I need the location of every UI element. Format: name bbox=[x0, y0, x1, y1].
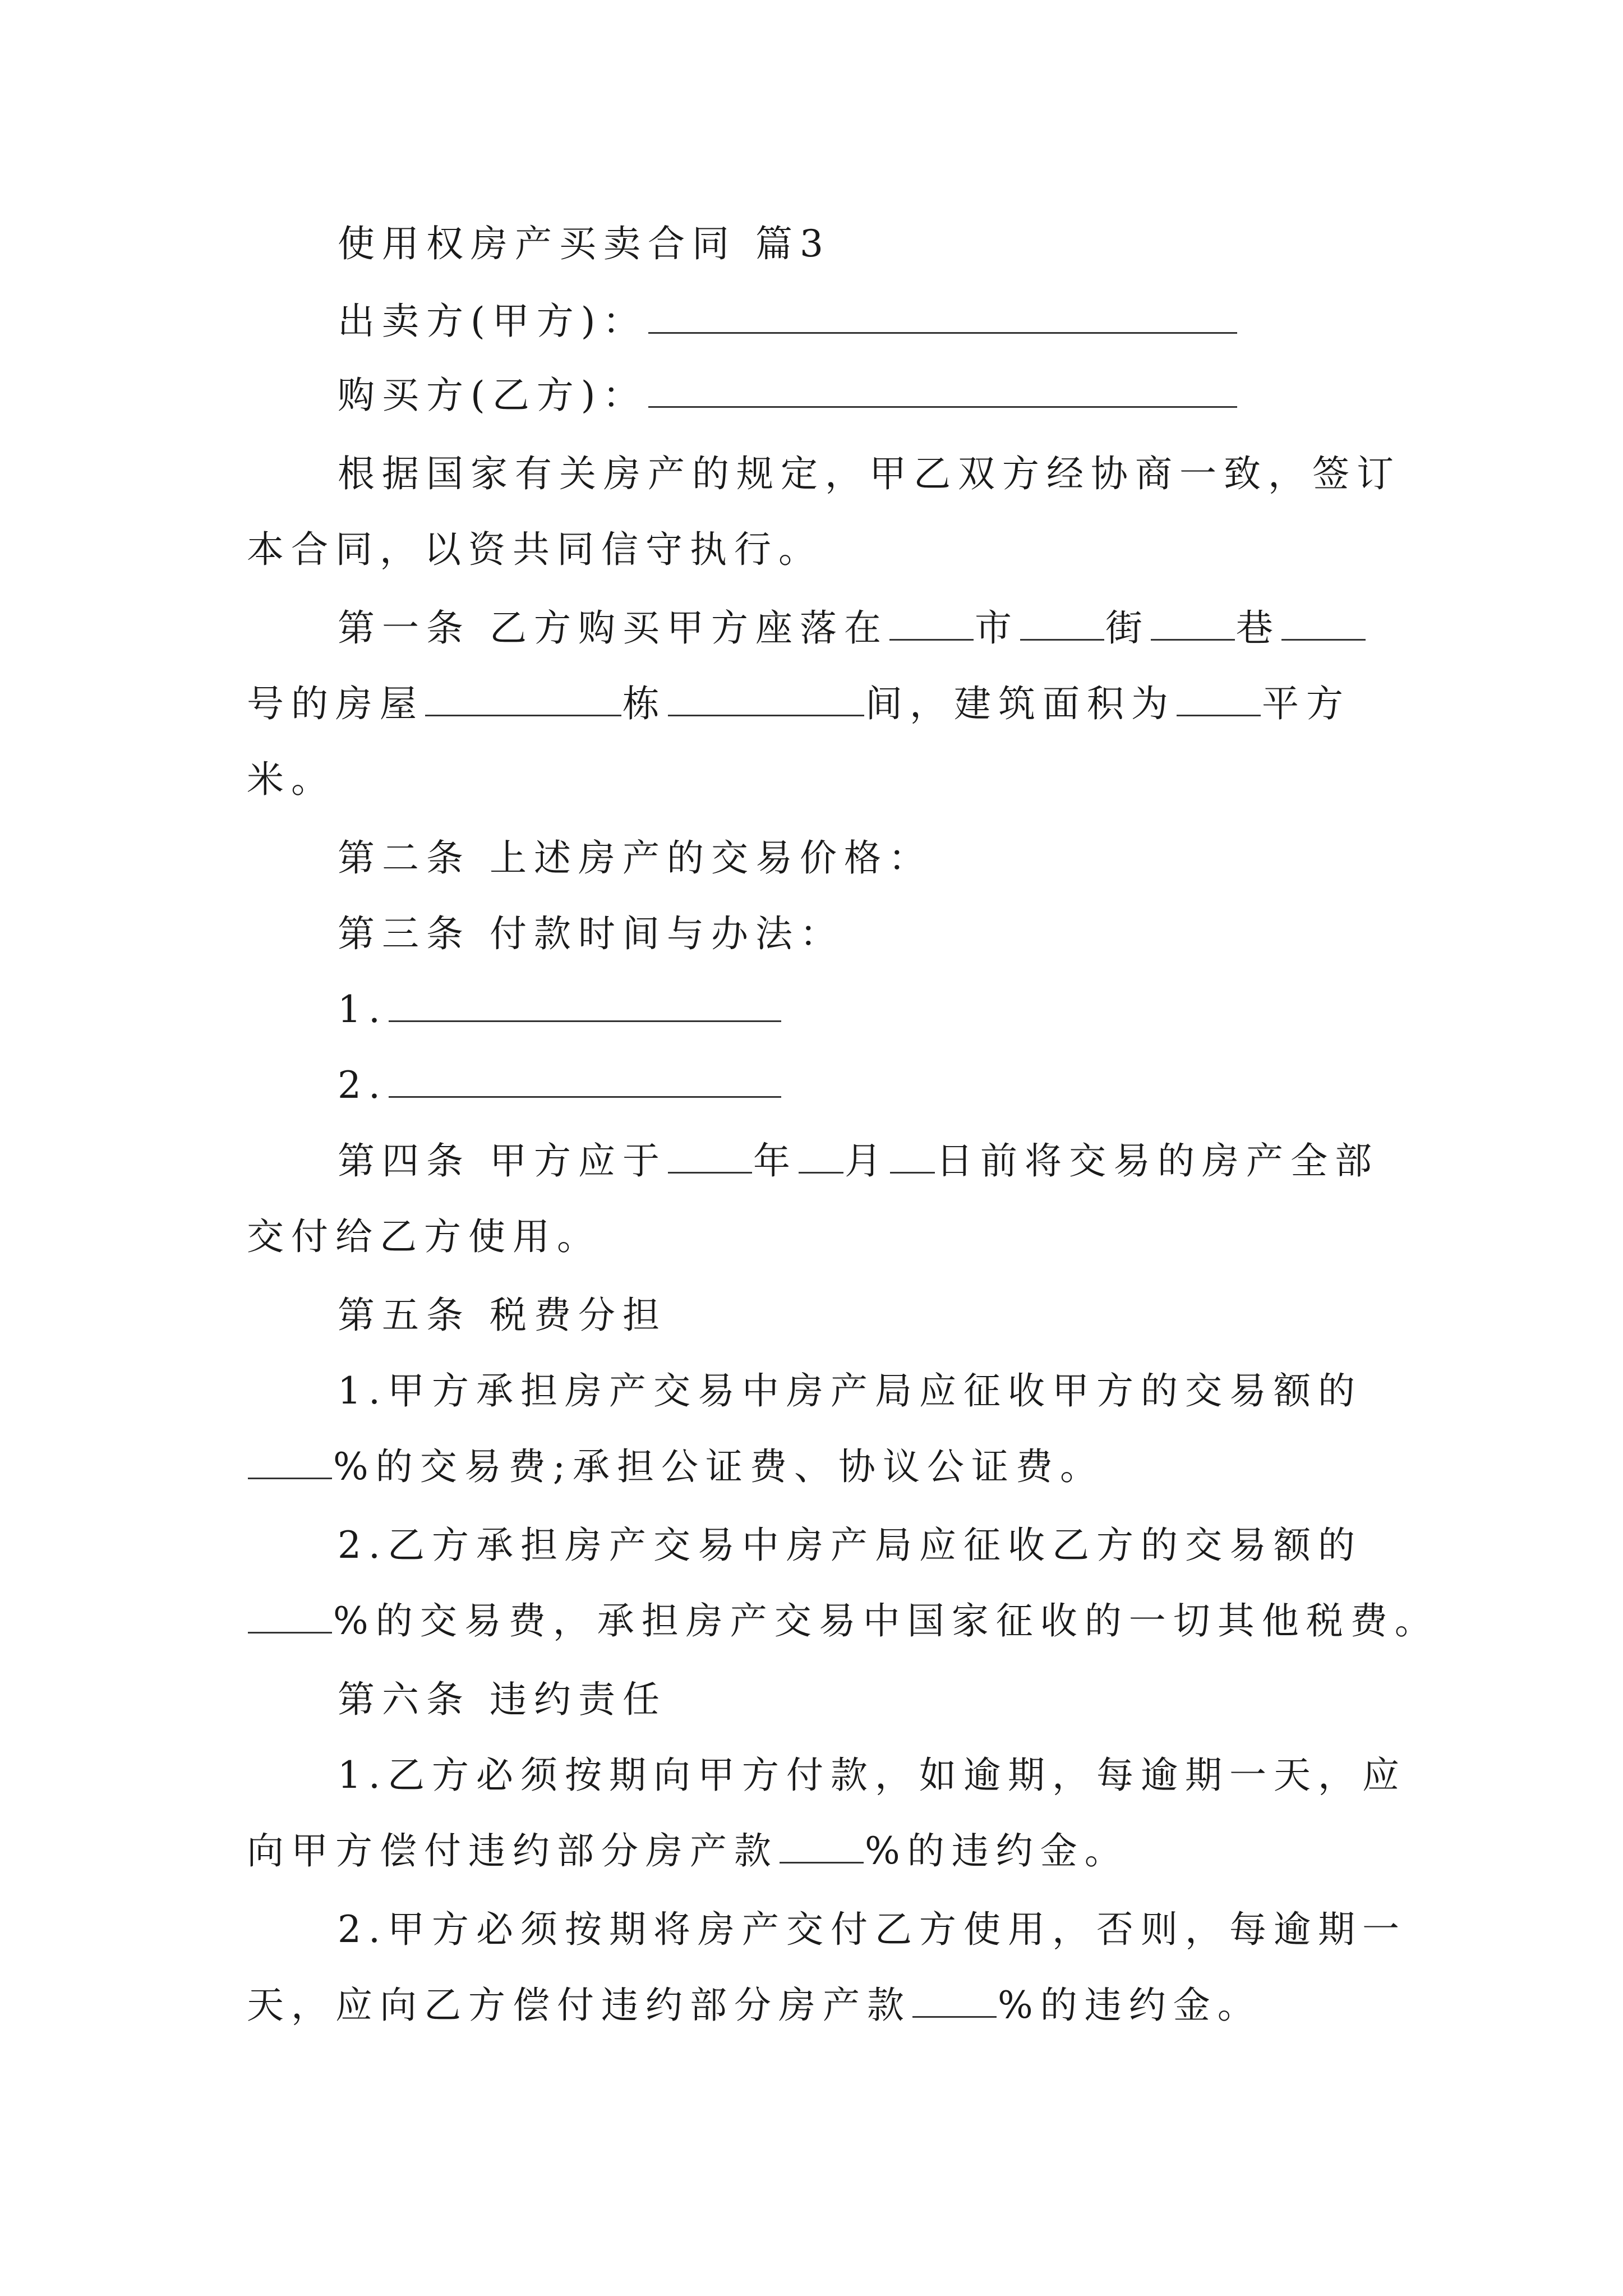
buyer-line bbox=[338, 370, 1238, 421]
payment-item-2-blank[interactable] bbox=[389, 1065, 781, 1098]
article-5-item-2-line-2: %的交易费，承担房产交易中国家征收的一切其他税费。 bbox=[247, 1596, 1439, 1646]
seller-penalty-percent-blank[interactable] bbox=[912, 1985, 997, 2018]
seller-fee-percent-blank[interactable] bbox=[248, 1446, 332, 1479]
article-6-item-1-line-2: 向甲方偿付违约部分房产款 %的违约金。 bbox=[247, 1829, 1129, 1872]
article-1-line-3: 米。 bbox=[247, 758, 335, 801]
seller-blank[interactable] bbox=[648, 301, 1237, 334]
article-6: 第六条 违约责任 bbox=[338, 1678, 667, 1721]
article-6-item-1-line-1: 1.乙方必须按期向甲方付款，如逾期，每逾期一天，应 bbox=[338, 1754, 1407, 1797]
month-blank[interactable] bbox=[799, 1140, 843, 1174]
article-4-line-1: 第四条 甲方应于 年 月 日前将交易的房产全部 bbox=[338, 1139, 1379, 1182]
year-blank[interactable] bbox=[668, 1140, 752, 1174]
number-blank[interactable] bbox=[1281, 608, 1366, 641]
seller-label: 出卖方(甲方)： bbox=[338, 300, 647, 343]
buyer-blank[interactable] bbox=[648, 375, 1237, 408]
article-1-line-1: 第一条 乙方购买甲方座落在 市 街 巷 bbox=[338, 603, 1367, 654]
article-5-item-2-line-1: 2.乙方承担房产交易中房产局应征收乙方的交易额的 bbox=[338, 1524, 1362, 1567]
article-1-line-2: 号的房屋 栋 间，建筑面积为 平方 bbox=[247, 682, 1350, 725]
building-blank[interactable] bbox=[425, 683, 621, 716]
article-5-item-1-line-2: %的交易费;承担公证费、协议公证费。 bbox=[247, 1442, 1104, 1492]
article-3: 第三条 付款时间与办法： bbox=[338, 912, 844, 955]
preamble-line-1: 根据国家有关房产的规定，甲乙双方经协商一致，签订 bbox=[338, 452, 1401, 495]
article-5: 第五条 税费分担 bbox=[338, 1294, 667, 1337]
article-2: 第二条 上述房产的交易价格： bbox=[338, 836, 933, 880]
contract-title: 使用权房产买卖合同 篇3 bbox=[338, 222, 831, 265]
article-4-line-2: 交付给乙方使用。 bbox=[247, 1215, 601, 1258]
lane-blank[interactable] bbox=[1151, 608, 1235, 641]
street-blank[interactable] bbox=[1020, 608, 1104, 641]
article-6-item-2-line-2: 天，应向乙方偿付违约部分房产款 %的违约金。 bbox=[247, 1984, 1262, 2027]
area-blank[interactable] bbox=[1177, 683, 1261, 716]
article-6-item-2-line-1: 2.甲方必须按期将房产交付乙方使用，否则，每逾期一 bbox=[338, 1908, 1407, 1951]
buyer-label: 购买方(乙方)： bbox=[338, 374, 647, 417]
payment-item-1: 1. bbox=[338, 984, 782, 1035]
room-blank[interactable] bbox=[668, 683, 864, 716]
preamble-line-2: 本合同，以资共同信守执行。 bbox=[247, 528, 823, 571]
article-5-item-1-line-1: 1.甲方承担房产交易中房产局应征收甲方的交易额的 bbox=[338, 1369, 1362, 1412]
buyer-fee-percent-blank[interactable] bbox=[248, 1600, 332, 1634]
buyer-penalty-percent-blank[interactable] bbox=[780, 1830, 864, 1864]
payment-item-2: 2. bbox=[338, 1060, 782, 1111]
day-blank[interactable] bbox=[890, 1140, 935, 1174]
payment-item-1-blank[interactable] bbox=[389, 989, 781, 1022]
seller-line bbox=[338, 296, 1238, 347]
city-blank[interactable] bbox=[889, 608, 974, 641]
